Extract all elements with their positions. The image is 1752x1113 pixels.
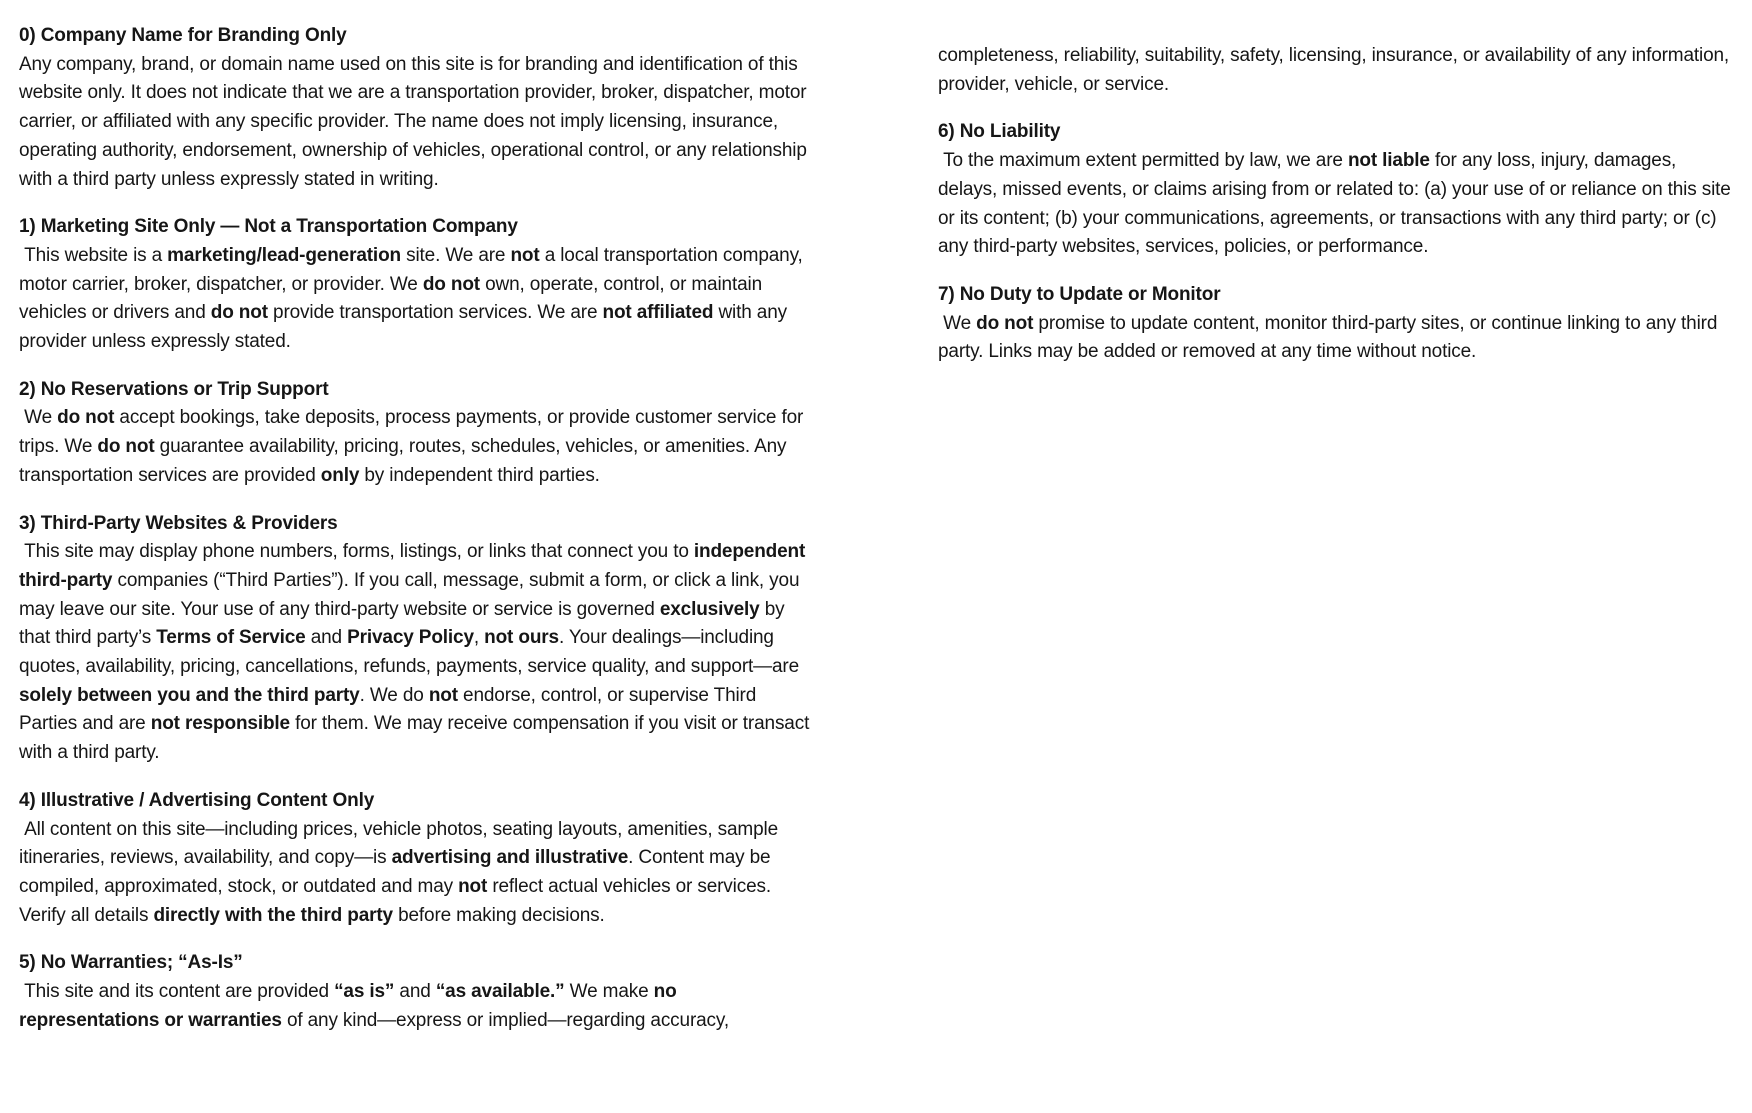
column-right bbox=[938, 22, 1736, 1113]
text-run: guarantee availability, pricing, routes, schedules, vehicles, or amenities. Any transportation services are provided bbox=[19, 436, 792, 486]
section-paragraph bbox=[938, 147, 1736, 262]
section-heading: 7) No Duty to Update or Monitor bbox=[938, 283, 1221, 305]
text-run: and bbox=[394, 981, 436, 1003]
bold-text-run: not liable bbox=[1347, 150, 1430, 172]
section-heading: 4) Illustrative / Advertising Content Only bbox=[19, 789, 375, 811]
text-run: a local transportation company, motor carrier, broker, dispatcher, or provider. We bbox=[19, 244, 808, 295]
disclaimer-section bbox=[19, 787, 817, 931]
section-heading: 0) Company Name for Branding Only bbox=[19, 25, 347, 46]
text-run: before making decisions. bbox=[392, 904, 605, 926]
section-heading: 6) No Liability bbox=[938, 121, 1061, 143]
text-run: endorse, control, or supervise Third Parties and are bbox=[19, 684, 762, 735]
text-run: We make bbox=[564, 981, 654, 1003]
text-run: reflect actual vehicles or services. Verify all details bbox=[19, 875, 777, 926]
text-run: All content on this site—including prices, vehicle photos, seating layouts, amenities, sample itineraries, reviews, availability, and copy—is bbox=[19, 818, 784, 869]
text-run: . Your dealings—including quotes, availability, pricing, cancellations, refunds, payments, service quality, and support—are bbox=[19, 627, 805, 678]
bold-text-run: do not bbox=[57, 407, 115, 429]
disclaimer-section bbox=[938, 118, 1736, 262]
text-run: . Content may be compiled, approximated, stock, or outdated and may bbox=[19, 847, 776, 897]
disclaimer-section bbox=[938, 42, 1736, 99]
text-run: We bbox=[938, 312, 977, 334]
bold-text-run: not ours bbox=[484, 627, 559, 649]
section-paragraph bbox=[19, 538, 817, 768]
section-heading: 1) Marketing Site Only — Not a Transportation Company bbox=[19, 216, 518, 238]
bold-text-run: Privacy Policy bbox=[347, 627, 474, 649]
bold-text-run: only bbox=[320, 464, 360, 486]
text-run: accept bookings, take deposits, process payments, or provide customer service for trips. We bbox=[19, 407, 809, 458]
bold-text-run: exclusively bbox=[659, 598, 760, 620]
section-paragraph bbox=[19, 51, 817, 195]
text-run: promise to update content, monitor third-party sites, or continue linking to any third party. Links may be added or removed at any time without notice. bbox=[938, 312, 1723, 363]
text-run: for them. We may receive compensation if you visit or transact with a third party. bbox=[19, 713, 815, 764]
text-run: for any loss, injury, damages, delays, missed events, or claims arising from or related to: (a) your use of or reliance on this site or its content; (b) your communications, agreements, or transactions with any third party; or (c) any third-party websites, services, policies, or performance. bbox=[938, 150, 1736, 258]
bold-text-run: do not bbox=[976, 312, 1034, 334]
bold-text-run: independent third-party bbox=[19, 541, 811, 591]
text-run: of any kind—express or implied—regarding accuracy, bbox=[281, 1009, 729, 1031]
bold-text-run: not bbox=[510, 244, 540, 266]
section-heading: 5) No Warranties; “As-Is” bbox=[19, 952, 243, 974]
text-run: by independent third parties. bbox=[359, 464, 600, 486]
disclaimer-section bbox=[19, 949, 817, 1035]
bold-text-run: not affiliated bbox=[602, 302, 714, 324]
disclaimer-section bbox=[19, 376, 817, 491]
section-paragraph bbox=[19, 978, 817, 1035]
bold-text-run: Terms of Service bbox=[156, 627, 306, 649]
section-paragraph bbox=[19, 816, 817, 931]
disclaimer-section bbox=[19, 510, 817, 768]
column-left bbox=[19, 22, 817, 1113]
bold-text-run: not responsible bbox=[150, 713, 290, 735]
text-run: To the maximum extent permitted by law, we are bbox=[938, 150, 1348, 172]
section-paragraph bbox=[19, 242, 817, 357]
text-run: Any company, brand, or domain name used on this site is for branding and identification of this website only. It does not indicate that we are a transportation provider, broker, dispatcher, motor carrier, or affiliated with any specific provider. The name does not imply licensing, insurance, operating authority, endorsement, ownership of vehicles, operational control, or any relationship with a third party unless expressly stated in writing. bbox=[19, 53, 812, 190]
bold-text-run: not bbox=[458, 875, 488, 897]
bold-text-run: not bbox=[428, 684, 458, 706]
bold-text-run: directly with the third party bbox=[153, 904, 393, 926]
bold-text-run: do not bbox=[422, 273, 480, 295]
text-run: and bbox=[305, 627, 348, 649]
bold-text-run: “as available.” bbox=[435, 981, 565, 1003]
text-run: This site may display phone numbers, forms, listings, or links that connect you to bbox=[19, 541, 694, 563]
bold-text-run: advertising and illustrative bbox=[391, 847, 629, 869]
disclaimer-section bbox=[938, 281, 1736, 367]
bold-text-run: “as is” bbox=[334, 981, 395, 1003]
section-paragraph bbox=[938, 310, 1736, 367]
section-heading: 3) Third-Party Websites & Providers bbox=[19, 512, 338, 534]
text-run: provide transportation services. We are bbox=[267, 302, 603, 324]
text-run: This website is a bbox=[19, 244, 168, 266]
text-run: own, operate, control, or maintain vehicles or drivers and bbox=[19, 273, 768, 324]
disclaimer-section bbox=[19, 22, 817, 194]
text-run: by that third party’s bbox=[19, 598, 790, 649]
section-heading: 2) No Reservations or Trip Support bbox=[19, 378, 329, 400]
bold-text-run: solely between you and the third party bbox=[19, 684, 360, 706]
section-paragraph bbox=[19, 404, 817, 490]
section-paragraph-continuation bbox=[938, 42, 1736, 99]
text-run: companies (“Third Parties”). If you call, message, submit a form, or click a link, you may leave our site. Your use of any third-party website or service is governed bbox=[19, 569, 805, 620]
bold-text-run: no representations or warranties bbox=[19, 981, 682, 1031]
text-run: . We do bbox=[359, 684, 429, 706]
text-run: completeness, reliability, suitability, safety, licensing, insurance, or availability of any information, provider, vehicle, or service. bbox=[938, 45, 1735, 95]
bold-text-run: marketing/lead-generation bbox=[167, 244, 401, 266]
bold-text-run: do not bbox=[97, 436, 155, 458]
text-run: This site and its content are provided bbox=[19, 981, 335, 1003]
bold-text-run: do not bbox=[210, 302, 268, 324]
text-run: site. We are bbox=[400, 244, 511, 266]
text-run: , bbox=[473, 627, 485, 649]
disclaimer-section bbox=[19, 213, 817, 357]
text-run: with any provider unless expressly stated. bbox=[19, 302, 793, 353]
text-run: We bbox=[19, 407, 58, 429]
